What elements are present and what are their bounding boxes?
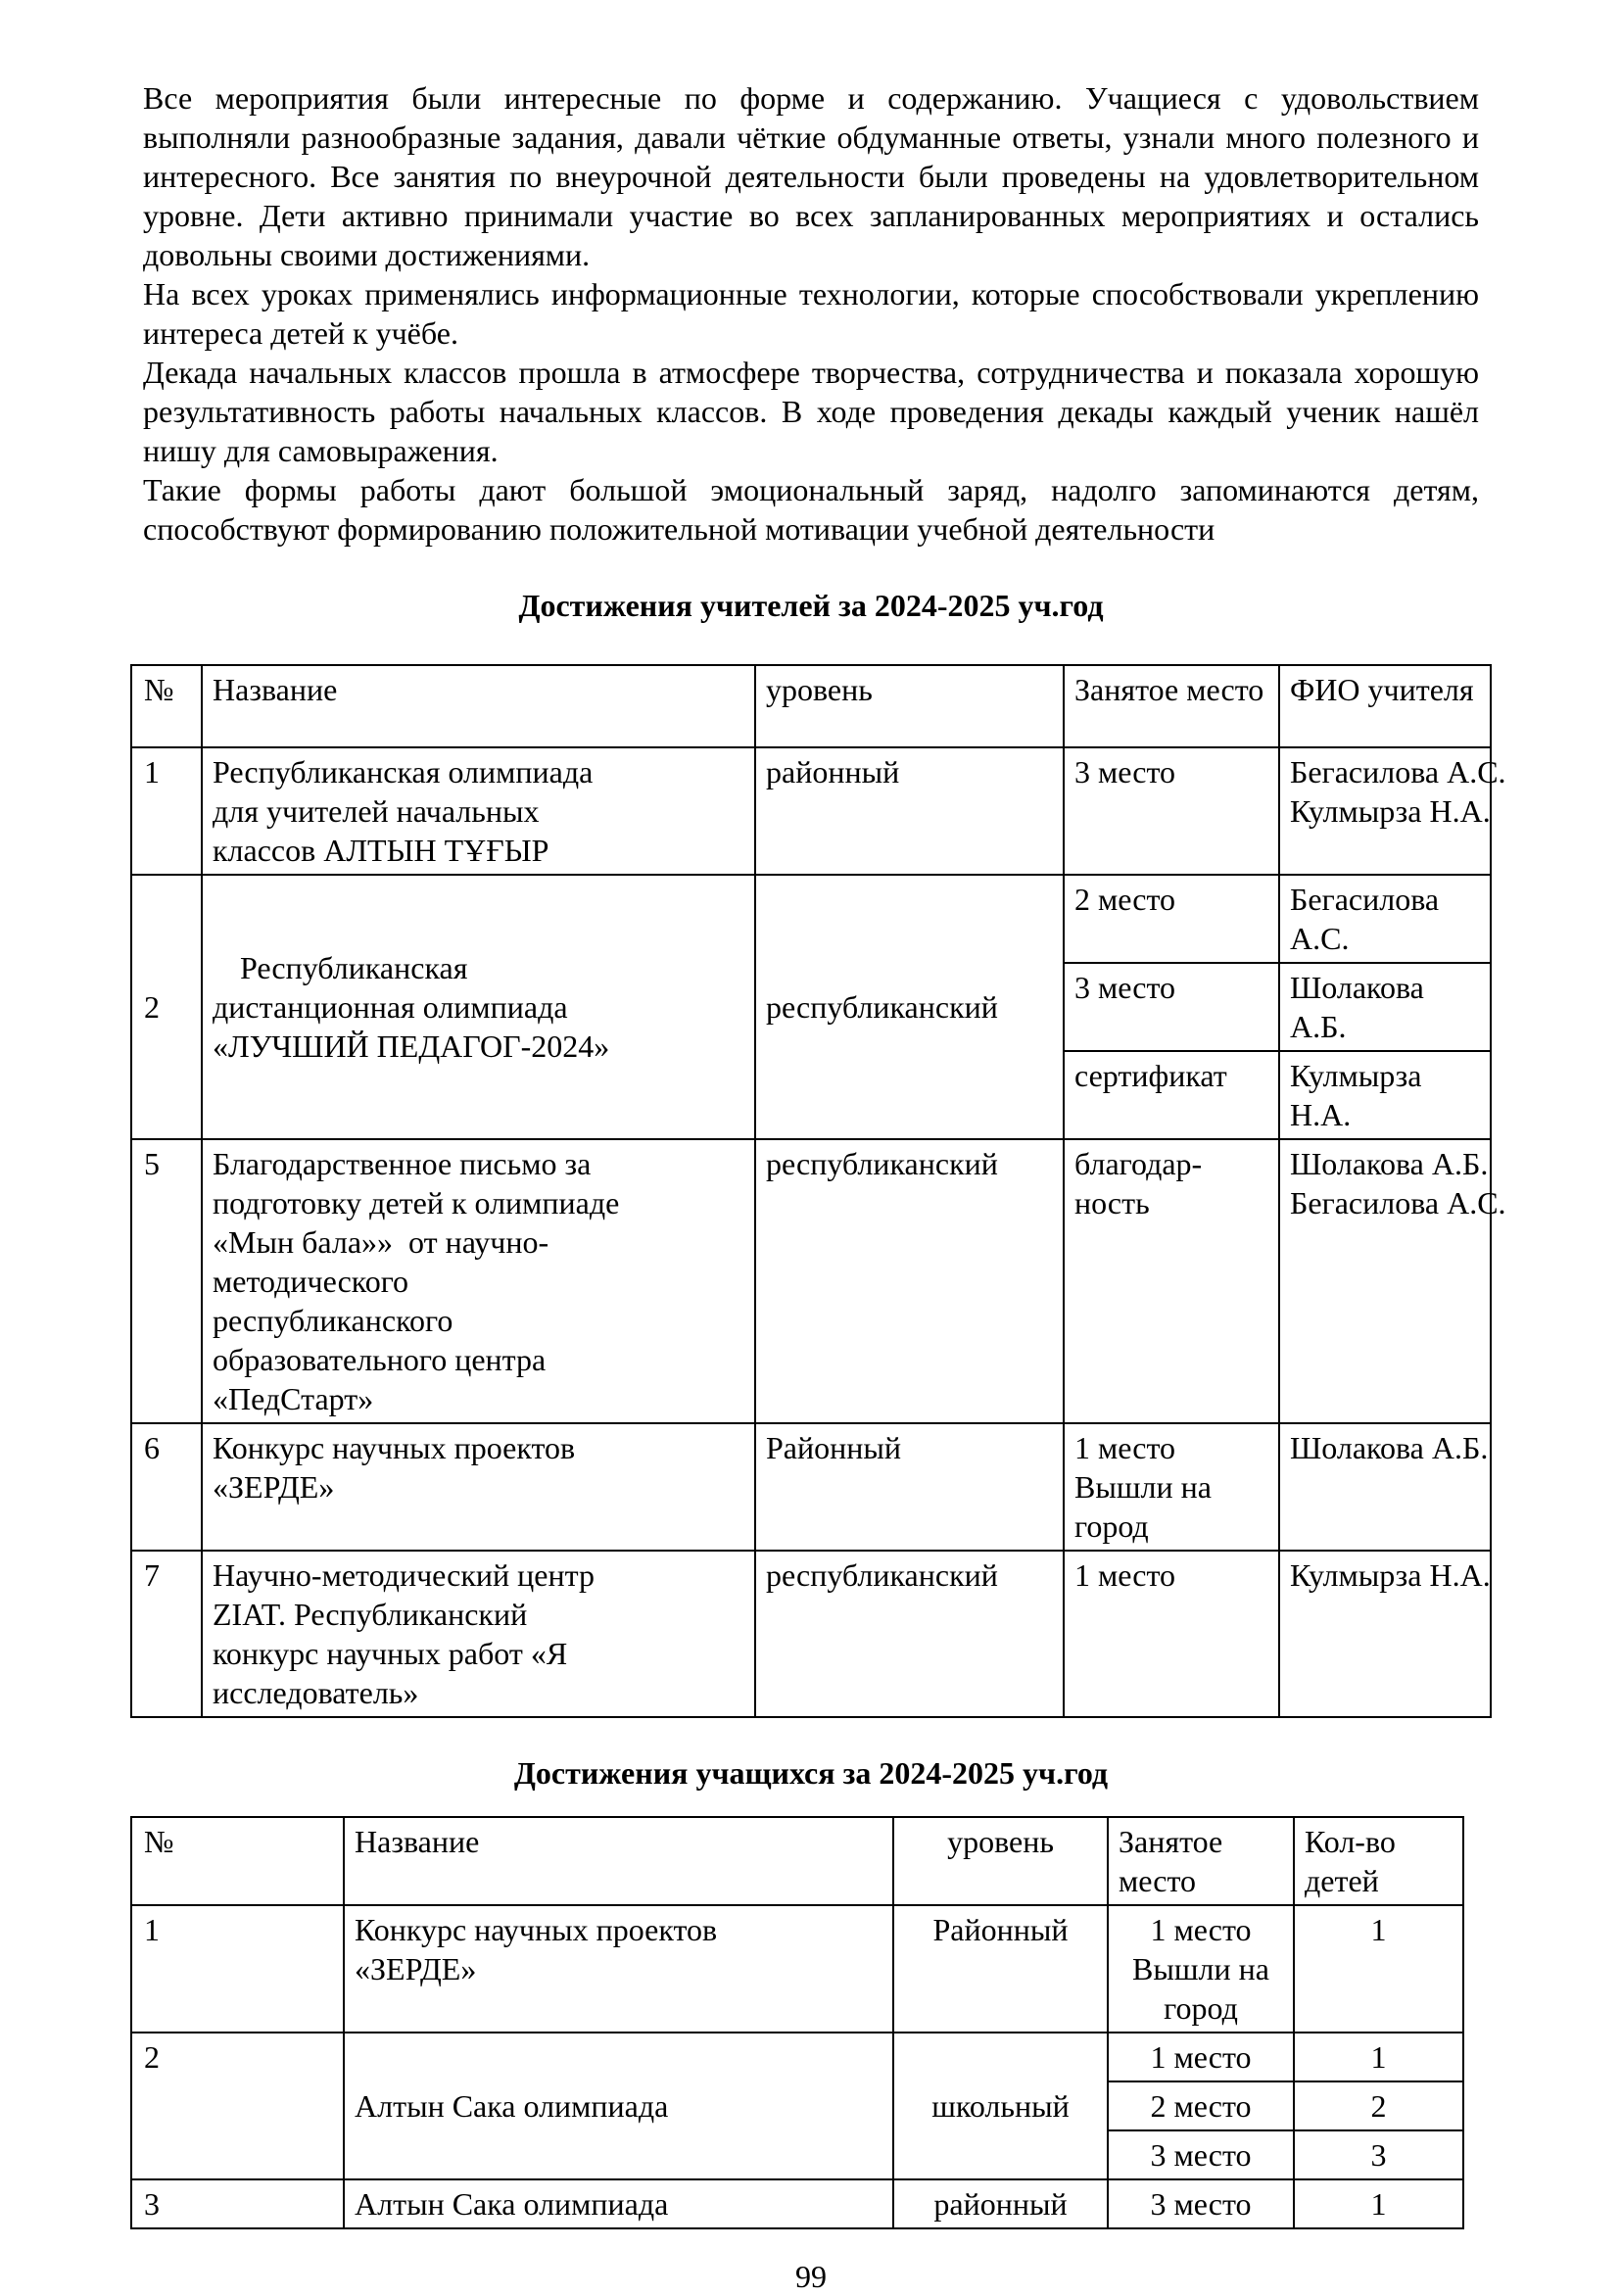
text-line: 1 место (1074, 1430, 1176, 1465)
header-place: Занятое место (1064, 665, 1279, 747)
cell-place: 3 место (1108, 2179, 1294, 2228)
cell-count: 1 (1294, 2179, 1463, 2228)
cell-place: 3 место (1108, 2130, 1294, 2179)
header-level: уровень (755, 665, 1064, 747)
cell-level: районный (893, 2179, 1108, 2228)
cell-fio: Кулмырза Н.А. (1279, 1051, 1491, 1139)
header-num: № (131, 1817, 344, 1905)
cell-level: республиканский (755, 1139, 1064, 1423)
text-line: образовательного центра (213, 1342, 547, 1377)
text-line: город (1074, 1508, 1149, 1544)
text-line: Благодарственное письмо за (213, 1146, 592, 1181)
cell-name: Алтын Сака олимпиада (344, 2179, 893, 2228)
text-line: для учителей начальных (213, 793, 540, 829)
text-line: Конкурс научных проектов (355, 1912, 718, 1947)
cell-name (202, 875, 755, 1139)
cell-name: Алтын Сака олимпиада (344, 2033, 893, 2179)
cell-num: 1 (131, 1905, 344, 2033)
students-table (130, 1816, 1464, 2229)
text-line: ZIAT. Республиканский (213, 1597, 528, 1632)
cell-fio (1279, 1139, 1506, 1423)
cell-fio (1279, 1423, 1491, 1551)
cell-place: 3 место (1064, 963, 1279, 1051)
cell-fio: Шолакова А.Б. (1279, 963, 1491, 1051)
table-row (131, 875, 1491, 963)
text-line: Республиканская (240, 950, 468, 985)
cell-place: 2 место (1108, 2081, 1294, 2130)
text-line: благодар- (1074, 1146, 1203, 1181)
cell-place: 1 место (1108, 2033, 1294, 2081)
cell-num: 6 (131, 1423, 202, 1551)
cell-level: Районный (755, 1423, 1064, 1551)
text-line: исследователь» (213, 1675, 419, 1710)
text-line: «Мын бала»» от научно- (213, 1224, 549, 1260)
cell-place: 1 место (1064, 1551, 1279, 1717)
text-line: «ПедСтарт» (213, 1381, 374, 1416)
cell-level: республиканский (755, 875, 1064, 1139)
text-line: подготовку детей к олимпиаде (213, 1185, 620, 1220)
cell-place (1108, 1905, 1294, 2033)
text-line: ность (1074, 1185, 1150, 1220)
students-header-row (131, 1817, 1463, 1905)
header-num: № (131, 665, 202, 747)
body-paragraph-1: Все мероприятия были интересные по форме и содержанию. Учащиеся с удовольствием выполняли разнообразные задания, давали чёткие обдуманные ответы, узнали много полезного и интересного. Все занятия по внеурочной деятельности были проведены на удовлетворительном уровне. Дети активно принимали участие во всех запланированных мероприятиях и остались довольны своими достижениями. (143, 80, 1479, 272)
table-row (131, 1905, 1463, 2033)
text-line: Вышли на (1074, 1469, 1212, 1505)
text-line: конкурс научных работ «Я (213, 1636, 568, 1671)
cell-place (1064, 1423, 1279, 1551)
text-line: методического (213, 1264, 409, 1299)
cell-place: сертификат (1064, 1051, 1279, 1139)
cell-fio (1279, 1551, 1491, 1717)
table-row (131, 1551, 1491, 1717)
cell-place: 2 место (1064, 875, 1279, 963)
body-paragraph-4: Такие формы работы дают большой эмоциональный заряд, надолго запоминаются детям, способствуют формированию положительной мотивации учебной деятельности (143, 472, 1479, 547)
cell-name (202, 1551, 755, 1717)
table-row (131, 1139, 1491, 1423)
cell-level: школьный (893, 2033, 1108, 2179)
cell-num: 1 (131, 747, 202, 875)
body-paragraph-3: Декада начальных классов прошла в атмосфере творчества, сотрудничества и показала хорошую результативность работы начальных классов. В ходе проведения декады каждый ученик нашёл нишу для самовыражения. (143, 355, 1479, 468)
cell-name (202, 1139, 755, 1423)
teachers-table-title: Достижения учителей за 2024-2025 уч.год (518, 588, 1104, 623)
cell-place (1064, 1139, 1279, 1423)
text-line: Конкурс научных проектов (213, 1430, 576, 1465)
text-line: Бегасилова А.С. (1290, 754, 1506, 789)
table-row (131, 2033, 1463, 2081)
cell-name (202, 1423, 755, 1551)
cell-fio (1279, 747, 1506, 875)
cell-place: 3 место (1064, 747, 1279, 875)
text-line: Кулмырза Н.А. (1290, 793, 1491, 829)
text-line: «ЗЕРДЕ» (355, 1951, 477, 1986)
text-line: Кулмырза Н.А. (1290, 1557, 1491, 1593)
cell-num: 2 (131, 875, 202, 1139)
header-name: Название (344, 1817, 893, 1905)
cell-level: районный (755, 747, 1064, 875)
text-line: Вышли на (1132, 1951, 1269, 1986)
cell-num: 3 (131, 2179, 344, 2228)
header-level: уровень (893, 1817, 1108, 1905)
header-count: Кол-во детей (1294, 1817, 1463, 1905)
text-line: город (1164, 1990, 1238, 2026)
cell-level: Районный (893, 1905, 1108, 2033)
text-line: дистанционная олимпиада (213, 989, 568, 1025)
cell-num: 2 (131, 2033, 344, 2179)
teachers-table (130, 664, 1506, 1718)
cell-count: 1 (1294, 1905, 1463, 2033)
text-line: «ЛУЧШИЙ ПЕДАГОГ-2024» (213, 1028, 610, 1064)
page-number: 99 (795, 2259, 827, 2294)
body-paragraph-2: На всех уроках применялись информационные технологии, которые способствовали укреплению интереса детей к учёбе. (143, 276, 1479, 351)
document-body (143, 78, 1506, 2296)
cell-num: 7 (131, 1551, 202, 1717)
table-row (131, 1423, 1491, 1551)
text-line: Научно-методический центр (213, 1557, 595, 1593)
cell-count: 3 (1294, 2130, 1463, 2179)
cell-level: республиканский (755, 1551, 1064, 1717)
text-line: Республиканская олимпиада (213, 754, 594, 789)
table-row (131, 2179, 1463, 2228)
text-line: классов АЛТЫН ТҰҒЫР (213, 833, 549, 868)
text-line: Шолакова А.Б. (1290, 1430, 1489, 1465)
cell-count: 2 (1294, 2081, 1463, 2130)
text-line: «ЗЕРДЕ» (213, 1469, 335, 1505)
students-table-title: Достижения учащихся за 2024-2025 уч.год (513, 1755, 1109, 1791)
header-name: Название (202, 665, 755, 747)
header-place: Занятое место (1108, 1817, 1294, 1905)
header-fio: ФИО учителя (1279, 665, 1491, 747)
table-row (131, 747, 1491, 875)
text-line: Шолакова А.Б. (1290, 1146, 1489, 1181)
text-line: республиканского (213, 1303, 453, 1338)
text-line: Бегасилова А.С. (1290, 1185, 1506, 1220)
cell-fio: Бегасилова А.С. (1279, 875, 1491, 963)
cell-name (202, 747, 755, 875)
text-line: 1 место (1150, 1912, 1252, 1947)
cell-num: 5 (131, 1139, 202, 1423)
cell-count: 1 (1294, 2033, 1463, 2081)
teachers-header-row (131, 665, 1491, 747)
cell-name (344, 1905, 893, 2033)
